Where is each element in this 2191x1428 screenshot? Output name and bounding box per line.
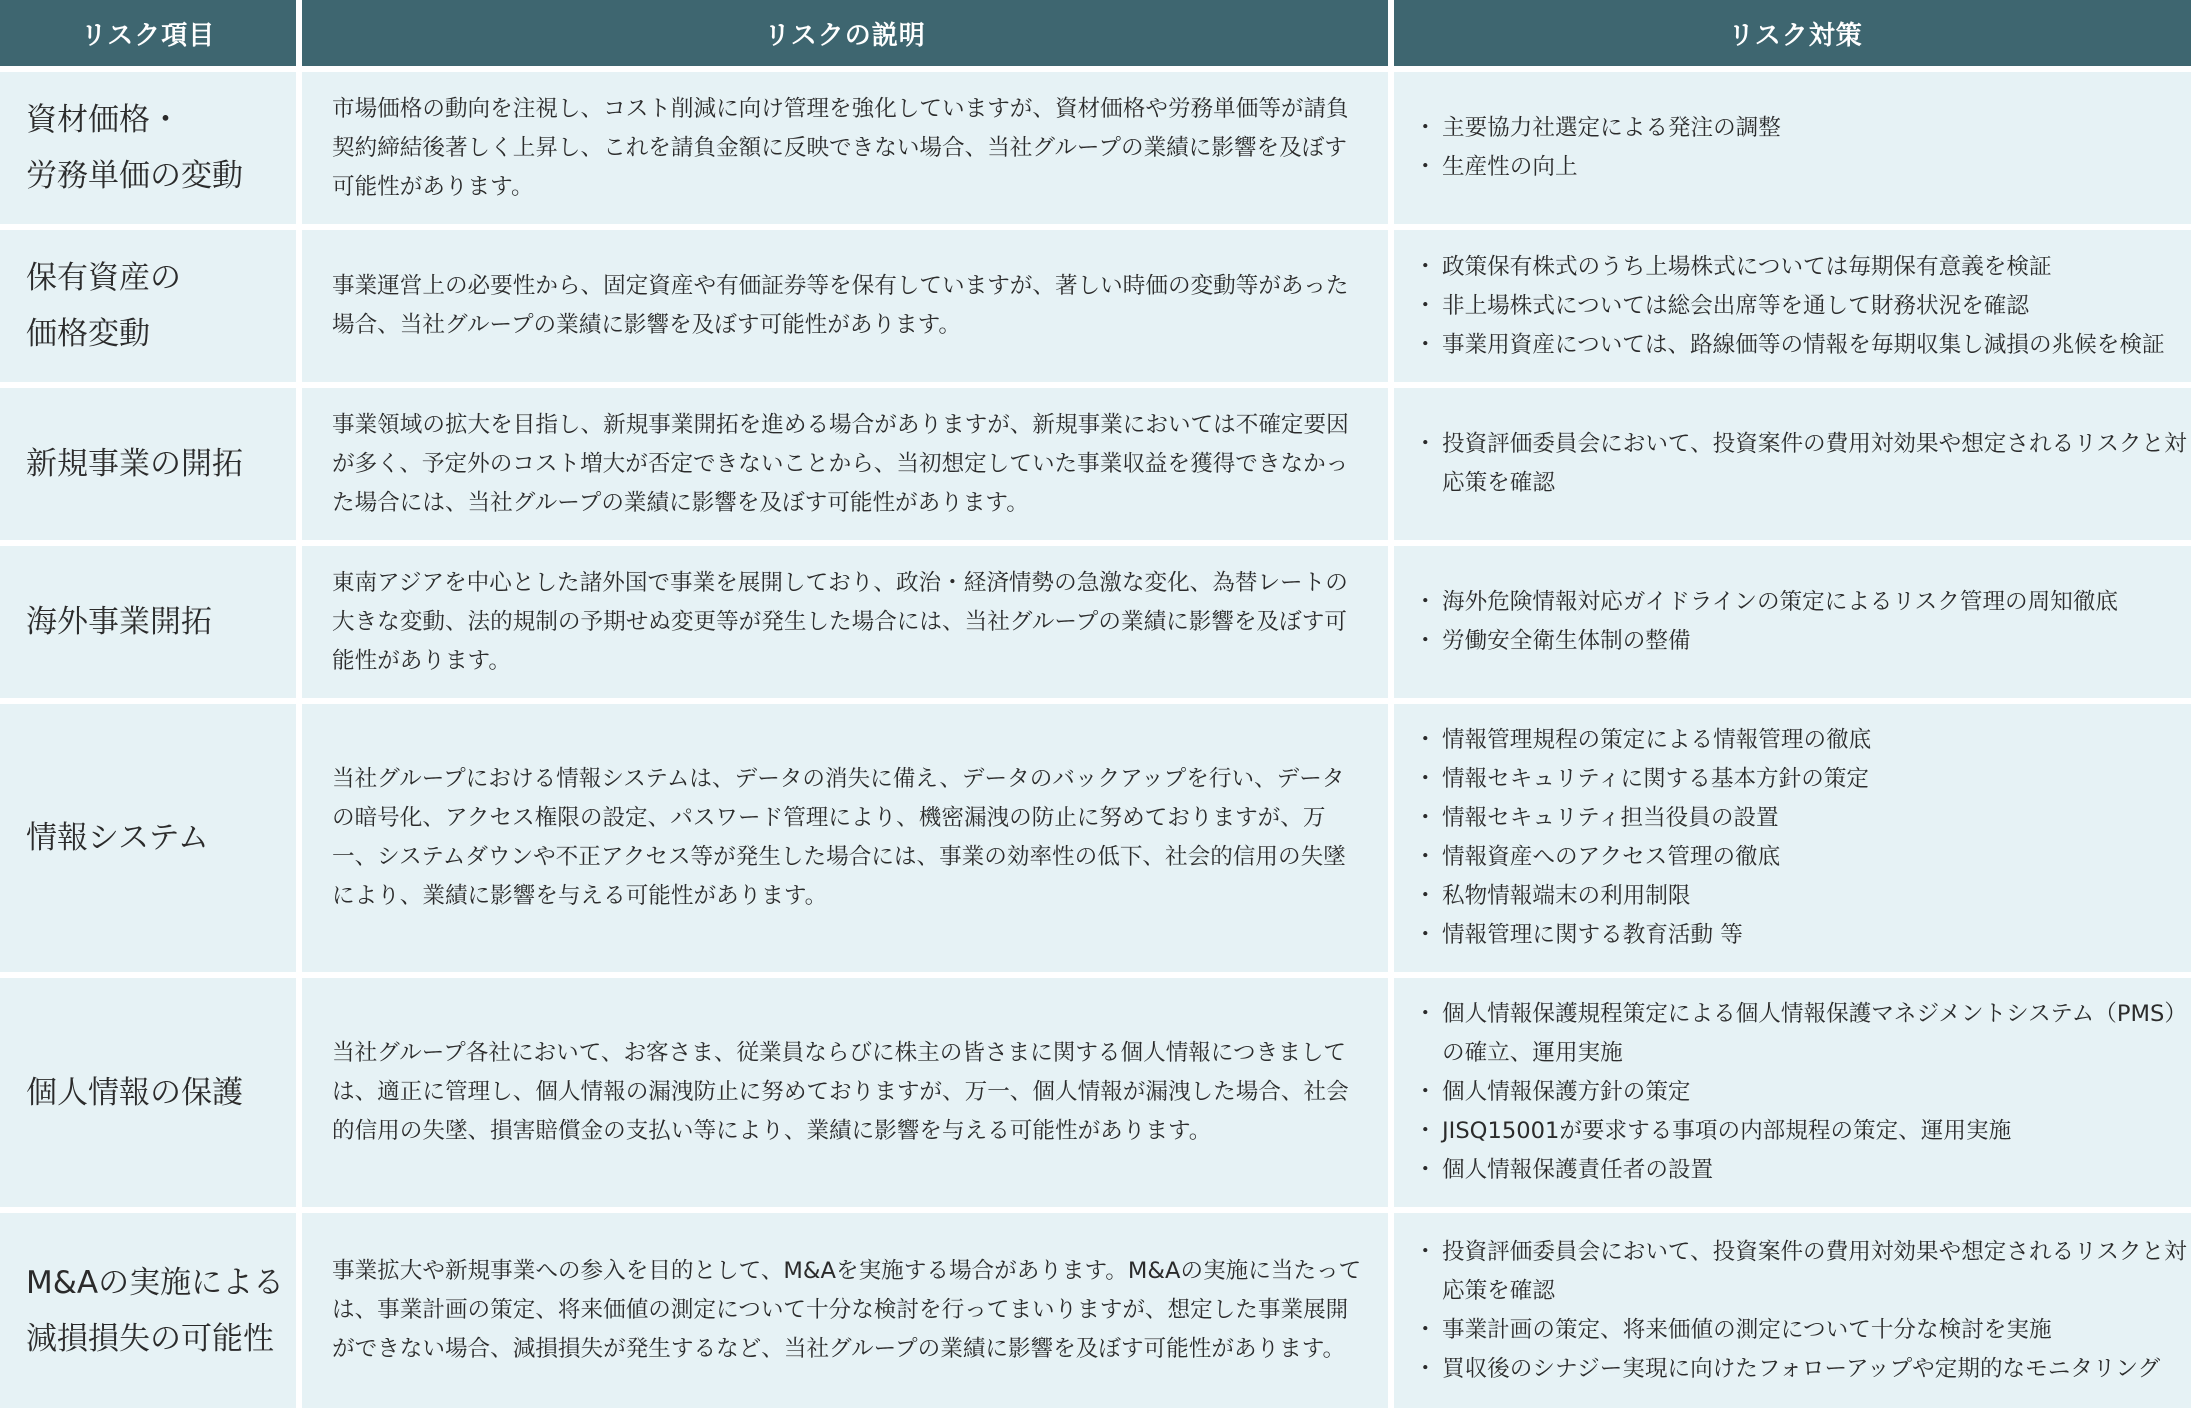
risk-measure-item: ・ 情報資産へのアクセス管理の徹底	[1416, 838, 1871, 877]
risk-item-cell	[0, 230, 296, 382]
risk-description-text: 事業拡大や新規事業への参入を目的として、M&Aを実施する場合があります。M&Aの実施に当たっては、事業計画の策定、将来価値の測定について十分な検討を行ってまいりますが、想定した事業展開ができない場合、減損損失が発生するなど、当社グループの業績に影響を及ぼす可能性があります。	[332, 1258, 1362, 1362]
risk-item-name	[26, 810, 209, 866]
risk-measures-cell	[1394, 388, 2191, 540]
risk-measure-item: ・ 買収後のシナジー実現に向けたフォローアップや定期的なモニタリング	[1416, 1350, 2187, 1389]
risk-measures-list	[1416, 248, 2165, 365]
risk-measure-item: ・ 労働安全衛生体制の整備	[1416, 622, 2118, 661]
risk-description-cell	[302, 978, 1388, 1207]
risk-item-cell	[0, 978, 296, 1207]
risk-item-name-line: 海外事業開拓	[26, 604, 212, 640]
risk-measure-item: ・ 投資評価委員会において、投資案件の費用対効果や想定されるリスクと対応策を確認	[1416, 1233, 2187, 1311]
risk-measure-item: ・ 情報セキュリティに関する基本方針の策定	[1416, 760, 1871, 799]
header-risk-item: リスク項目	[0, 0, 296, 66]
risk-item-name	[26, 1255, 284, 1367]
risk-item-name	[26, 594, 212, 650]
risk-item-name-line: 資材価格・	[26, 102, 181, 138]
risk-item-name-line: 保有資産の	[26, 260, 181, 296]
risk-description-cell	[302, 1213, 1388, 1408]
risk-description-text: 事業領域の拡大を目指し、新規事業開拓を進める場合がありますが、新規事業においては不確定要因が多く、予定外のコスト増大が否定できないことから、当初想定していた事業収益を獲得できなかった場合には、当社グループの業績に影響を及ぼす可能性があります。	[332, 411, 1349, 516]
risk-measures-cell	[1394, 230, 2191, 382]
risk-item-cell	[0, 704, 296, 972]
risk-item-name-line: 価格変動	[26, 316, 150, 352]
risk-measure-item: ・ 海外危険情報対応ガイドラインの策定によるリスク管理の周知徹底	[1416, 583, 2118, 622]
risk-item-name-line: 減損損失の可能性	[26, 1320, 274, 1357]
risk-description-text: 事業運営上の必要性から、固定資産や有価証券等を保有していますが、著しい時価の変動等があった場合、当社グループの業績に影響を及ぼす可能性があります。	[332, 273, 1349, 338]
risk-item-cell	[0, 388, 296, 540]
risk-description-cell	[302, 704, 1388, 972]
risk-measure-item: ・ 事業用資産については、路線価等の情報を毎期収集し減損の兆候を検証	[1416, 326, 2165, 365]
header-risk-measures: リスク対策	[1394, 0, 2191, 66]
risk-measures-cell	[1394, 1213, 2191, 1408]
risk-measures-list	[1416, 1233, 2187, 1389]
risk-item-name-line: 労務単価の変動	[26, 158, 243, 194]
risk-measure-item: ・ JISQ15001が要求する事項の内部規程の策定、運用実施	[1416, 1112, 2187, 1151]
risk-item-name	[26, 250, 181, 362]
risk-item-cell	[0, 72, 296, 224]
risk-description-cell	[302, 546, 1388, 698]
risk-measures-cell	[1394, 72, 2191, 224]
risk-measure-item: ・ 投資評価委員会において、投資案件の費用対効果や想定されるリスクと対応策を確認	[1416, 425, 2187, 503]
risk-item-name-line: 個人情報の保護	[26, 1074, 243, 1111]
risk-measure-item: ・ 事業計画の策定、将来価値の測定について十分な検討を実施	[1416, 1311, 2187, 1350]
risk-description-text: 当社グループ各社において、お客さま、従業員ならびに株主の皆さまに関する個人情報につきましては、適正に管理し、個人情報の漏洩防止に努めておりますが、万一、個人情報が漏洩した場合、社会的信用の失墜、損害賠償金の支払い等により、業績に影響を与える可能性があります。	[332, 1040, 1349, 1144]
risk-measure-item: ・ 政策保有株式のうち上場株式については毎期保有意義を検証	[1416, 248, 2165, 287]
risk-measure-item: ・ 私物情報端末の利用制限	[1416, 877, 1871, 916]
risk-item-name	[26, 436, 243, 492]
risk-description-text: 市場価格の動向を注視し、コスト削減に向け管理を強化していますが、資材価格や労務単価等が請負契約締結後著しく上昇し、これを請負金額に反映できない場合、当社グループの業績に影響を及ぼす可能性があります。	[332, 95, 1349, 200]
risk-measure-item: ・ 情報管理に関する教育活動 等	[1416, 916, 1871, 955]
risk-item-name	[26, 92, 243, 204]
risk-description-cell	[302, 388, 1388, 540]
risk-description-cell	[302, 230, 1388, 382]
risk-measures-list	[1416, 995, 2187, 1190]
risk-item-name-line: M&Aの実施による	[26, 1264, 285, 1301]
risk-item-name-line: 情報システム	[26, 820, 209, 856]
risk-measure-item: ・ 生産性の向上	[1416, 148, 1781, 187]
risk-item-cell	[0, 1213, 296, 1408]
risk-measure-item: ・ 個人情報保護方針の策定	[1416, 1073, 2187, 1112]
risk-description-text: 当社グループにおける情報システムは、データの消失に備え、データのバックアップを行い、データの暗号化、アクセス権限の設定、パスワード管理により、機密漏洩の防止に努めておりますが、万一、システムダウンや不正アクセス等が発生した場合には、事業の効率性の低下、社会的信用の失墜により、業績に影響を与える可能性があります。	[332, 766, 1346, 909]
header-risk-description: リスクの説明	[302, 0, 1388, 66]
risk-measures-cell	[1394, 978, 2191, 1207]
risk-measure-item: ・ 主要協力社選定による発注の調整	[1416, 109, 1781, 148]
risk-measures-list	[1416, 425, 2187, 503]
risk-measure-item: ・ 個人情報保護責任者の設置	[1416, 1151, 2187, 1190]
risk-measure-item: ・ 情報セキュリティ担当役員の設置	[1416, 799, 1871, 838]
risk-description-text: 東南アジアを中心とした諸外国で事業を展開しており、政治・経済情勢の急激な変化、為替レートの大きな変動、法的規制の予期せぬ変更等が発生した場合には、当社グループの業績に影響を及ぼす可能性があります。	[332, 569, 1348, 674]
risk-measures-list	[1416, 583, 2118, 661]
risk-item-name-line: 新規事業の開拓	[26, 446, 243, 482]
risk-measure-item: ・ 非上場株式については総会出席等を通して財務状況を確認	[1416, 287, 2165, 326]
risk-description-cell	[302, 72, 1388, 224]
risk-measures-list	[1416, 721, 1871, 955]
risk-measure-item: ・ 個人情報保護規程策定による個人情報保護マネジメントシステム（PMS）の確立、運用実施	[1416, 995, 2187, 1073]
risk-measures-cell	[1394, 704, 2191, 972]
risk-measures-cell	[1394, 546, 2191, 698]
risk-item-cell	[0, 546, 296, 698]
risk-item-name	[26, 1065, 243, 1121]
risk-measure-item: ・ 情報管理規程の策定による情報管理の徹底	[1416, 721, 1871, 760]
risk-measures-list	[1416, 109, 1781, 187]
